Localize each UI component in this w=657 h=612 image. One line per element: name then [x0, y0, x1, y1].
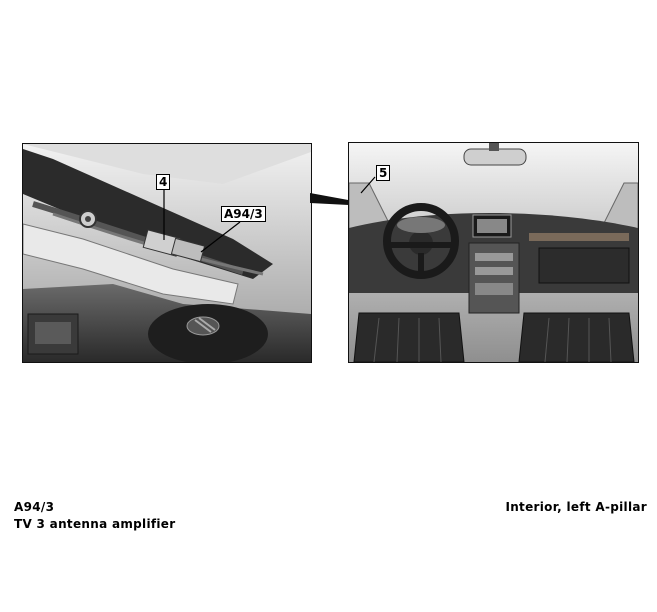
callout-label: 4	[156, 174, 170, 190]
overview-photo-interior	[348, 142, 639, 363]
overview-photo-drawing	[349, 143, 638, 362]
callout-label: A94/3	[221, 206, 266, 222]
component-location: Interior, left A-pillar	[505, 500, 647, 514]
callout-label: 5	[376, 165, 390, 181]
component-designation: A94/3	[14, 500, 55, 514]
component-description: TV 3 antenna amplifier	[14, 517, 176, 531]
